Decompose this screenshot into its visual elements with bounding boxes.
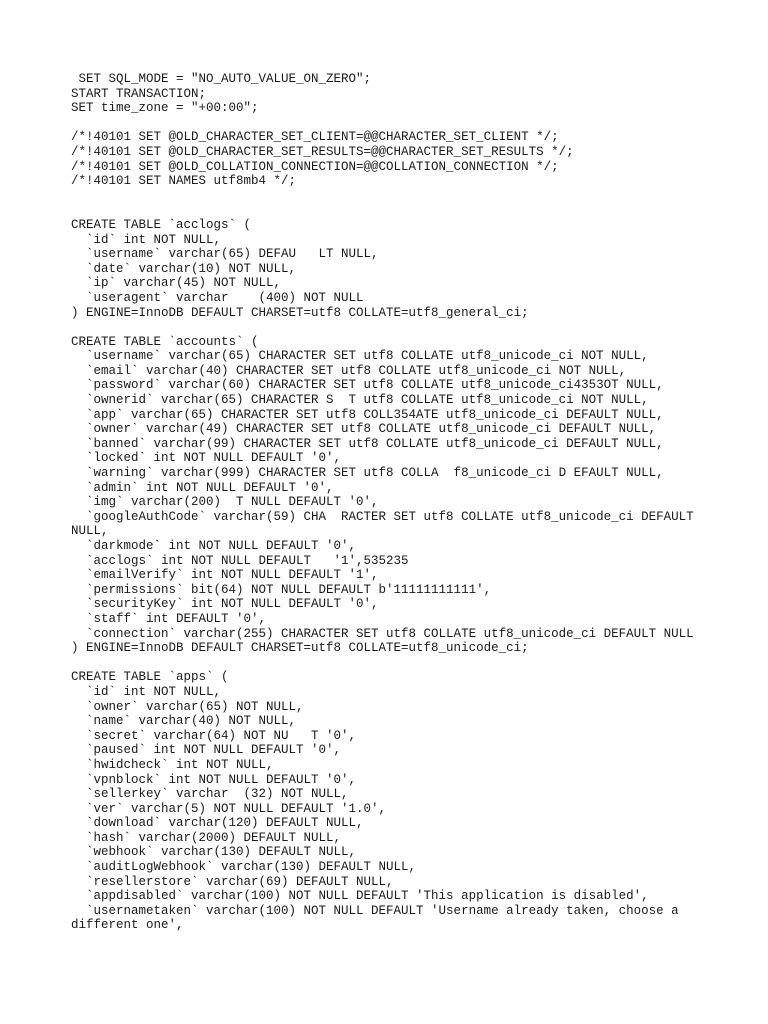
code-line: `img` varchar(200) T NULL DEFAULT '0', (71, 495, 379, 510)
code-line: SET time_zone = "+00:00"; (71, 101, 259, 116)
code-line: `admin` int NOT NULL DEFAULT '0', (71, 480, 334, 495)
code-line (71, 189, 711, 204)
code-line: CREATE TABLE `accounts` ( (71, 334, 259, 349)
code-line: /*!40101 SET @OLD_CHARACTER_SET_RESULTS=@@CHARACTER_SET_RESULTS */; (71, 144, 574, 159)
code-line: ) ENGINE=InnoDB DEFAULT CHARSET=utf8 COLLATE=utf8_general_ci; (71, 305, 529, 320)
code-line: `securityKey` int NOT NULL DEFAULT '0', (71, 597, 379, 612)
code-line: `locked` int NOT NULL DEFAULT '0', (71, 451, 342, 466)
code-line: `hwidcheck` int NOT NULL, (71, 757, 274, 772)
code-line: `banned` varchar(99) CHARACTER SET utf8 COLLATE utf8_unicode_ci DEFAULT NULL, (71, 436, 664, 451)
code-line: /*!40101 SET NAMES utf8mb4 */; (71, 174, 297, 189)
code-line: `warning` varchar(999) CHARACTER SET utf8 COLLA f8_unicode_ci D EFAULT NULL, (71, 466, 664, 481)
code-line: `download` varchar(120) DEFAULT NULL, (71, 816, 364, 831)
code-line: `owner` varchar(65) NOT NULL, (71, 699, 304, 714)
code-line: `usernametaken` varchar(100) NOT NULL DEFAULT 'Username already taken, choose a (71, 903, 679, 918)
code-line (71, 656, 711, 671)
code-line: CREATE TABLE `apps` ( (71, 670, 229, 685)
code-line: `username` varchar(65) DEFAU LT NULL, (71, 247, 379, 262)
code-line: `auditLogWebhook` varchar(130) DEFAULT NULL, (71, 860, 417, 875)
code-line: `permissions` bit(64) NOT NULL DEFAULT b'11111111111', (71, 582, 492, 597)
code-line: START TRANSACTION; (71, 86, 207, 101)
code-line: `ver` varchar(5) NOT NULL DEFAULT '1.0', (71, 801, 387, 816)
code-line: SET SQL_MODE = "NO_AUTO_VALUE_ON_ZERO"; (71, 72, 372, 86)
code-line: `password` varchar(60) CHARACTER SET utf8 COLLATE utf8_unicode_ci4353OT NULL, (71, 378, 664, 393)
code-line: `appdisabled` varchar(100) NOT NULL DEFAULT 'This application is disabled', (71, 889, 649, 904)
code-line: `sellerkey` varchar (32) NOT NULL, (71, 787, 349, 802)
code-line: `id` int NOT NULL, (71, 684, 222, 699)
code-line: /*!40101 SET @OLD_CHARACTER_SET_CLIENT=@@CHARACTER_SET_CLIENT */; (71, 130, 559, 145)
code-line: `darkmode` int NOT NULL DEFAULT '0', (71, 539, 357, 553)
code-line: ) ENGINE=InnoDB DEFAULT CHARSET=utf8 COLLATE=utf8_unicode_ci; (71, 641, 529, 656)
code-line (71, 203, 711, 218)
code-line: `staff` int DEFAULT '0', (71, 611, 267, 626)
code-line: `paused` int NOT NULL DEFAULT '0', (71, 743, 342, 758)
code-line: `vpnblock` int NOT NULL DEFAULT '0', (71, 772, 357, 787)
code-line: `connection` varchar(255) CHARACTER SET utf8 COLLATE utf8_unicode_ci DEFAULT NULL (71, 626, 694, 641)
code-line: `app` varchar(65) CHARACTER SET utf8 COLL354ATE utf8_unicode_ci DEFAULT NULL, (71, 407, 664, 422)
code-line: `hash` varchar(2000) DEFAULT NULL, (71, 830, 342, 845)
code-line: `acclogs` int NOT NULL DEFAULT '1',535235 (71, 553, 409, 568)
code-line: /*!40101 SET @OLD_COLLATION_CONNECTION=@@COLLATION_CONNECTION */; (71, 159, 559, 174)
code-line (71, 320, 711, 335)
code-line: different one', (71, 918, 184, 933)
sql-document (71, 72, 711, 933)
code-line: `webhook` varchar(130) DEFAULT NULL, (71, 845, 357, 860)
code-line: `name` varchar(40) NOT NULL, (71, 714, 297, 729)
code-line: `secret` varchar(64) NOT NU T '0', (71, 728, 357, 743)
code-line: `id` int NOT NULL, (71, 232, 222, 247)
code-line (71, 116, 711, 131)
code-line: `useragent` varchar (400) NOT NULL (71, 290, 364, 305)
code-line: CREATE TABLE `acclogs` ( (71, 217, 252, 232)
code-line: NULL, (71, 524, 109, 539)
code-line: `googleAuthCode` varchar(59) CHA RACTER SET utf8 COLLATE utf8_unicode_ci DEFAULT (71, 509, 694, 524)
code-line: `date` varchar(10) NOT NULL, (71, 261, 297, 276)
code-line: `ip` varchar(45) NOT NULL, (71, 276, 282, 291)
code-line: `emailVerify` int NOT NULL DEFAULT '1', (71, 568, 379, 583)
code-line: `owner` varchar(49) CHARACTER SET utf8 COLLATE utf8_unicode_ci DEFAULT NULL, (71, 422, 657, 437)
code-line: `ownerid` varchar(65) CHARACTER S T utf8 COLLATE utf8_unicode_ci NOT NULL, (71, 393, 649, 408)
code-line: `resellerstore` varchar(69) DEFAULT NULL, (71, 874, 394, 889)
code-line: `email` varchar(40) CHARACTER SET utf8 COLLATE utf8_unicode_ci NOT NULL, (71, 363, 627, 378)
code-line: `username` varchar(65) CHARACTER SET utf8 COLLATE utf8_unicode_ci NOT NULL, (71, 349, 649, 364)
